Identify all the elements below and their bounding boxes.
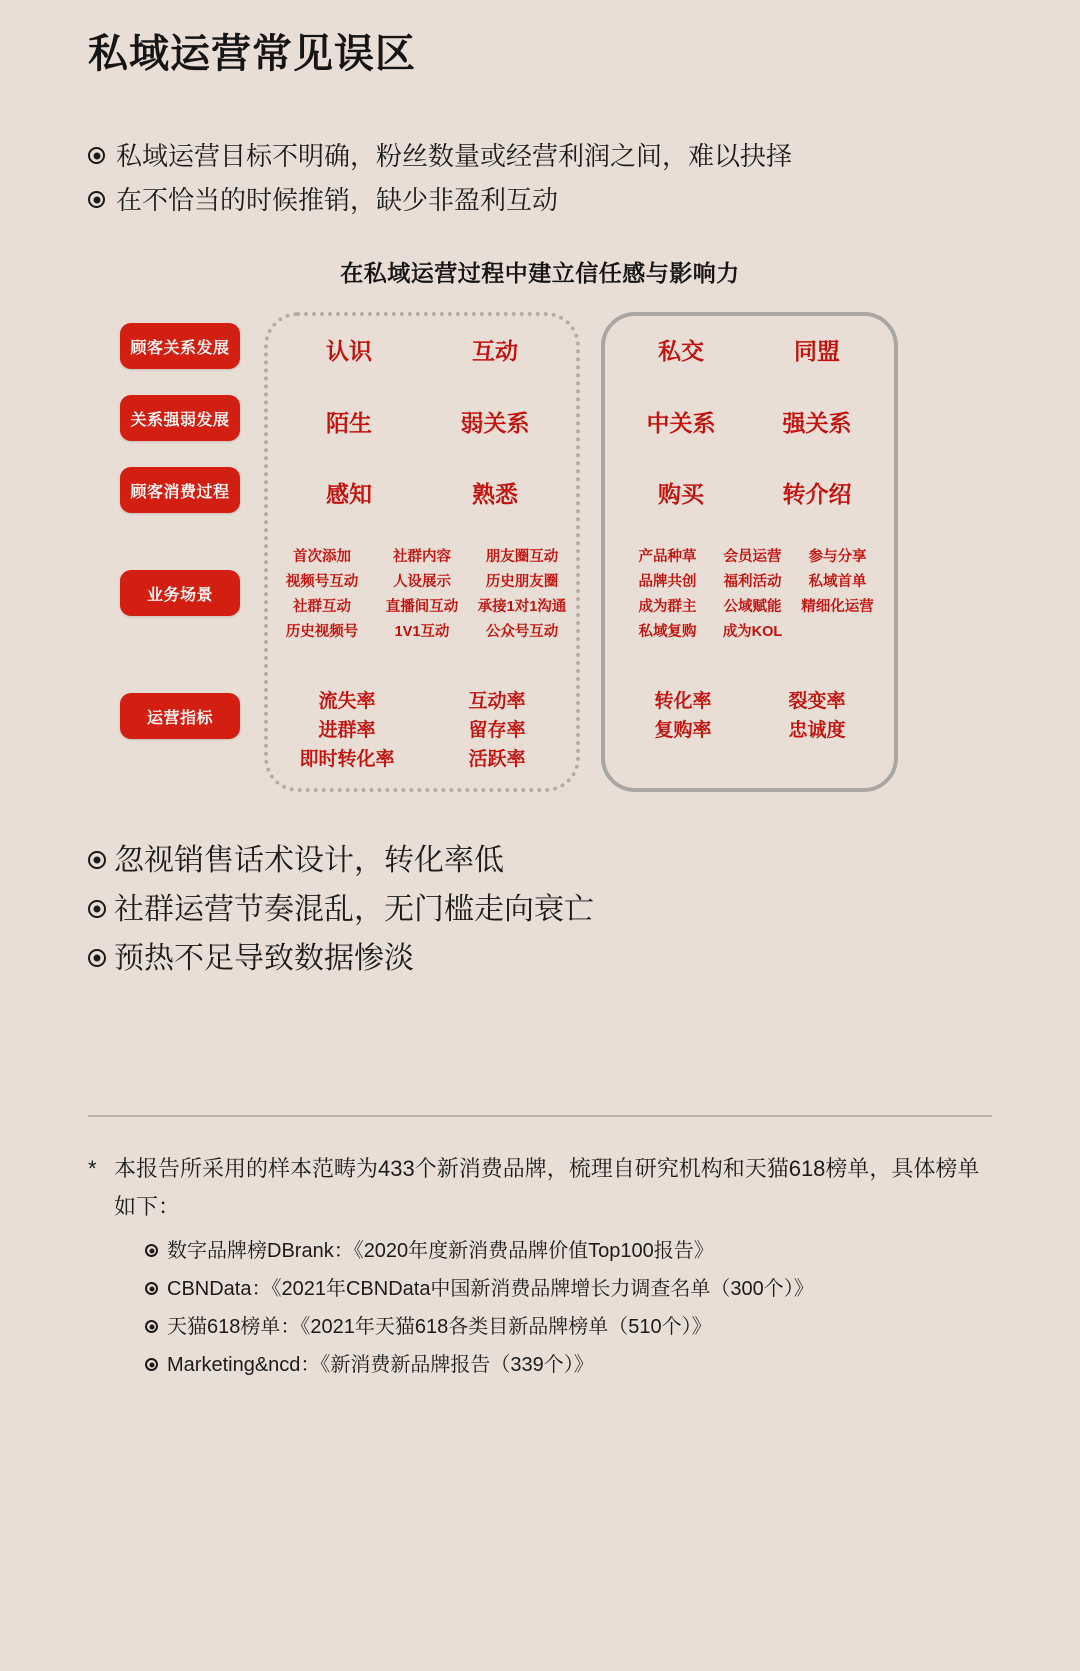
row-label-consumption-process: 顾客消费过程 — [120, 467, 240, 513]
row-label-business-scenario: 业务场景 — [120, 570, 240, 616]
bullet-dot-icon — [145, 1282, 158, 1295]
bullet-dot-icon — [145, 1244, 158, 1257]
right-stage-row-3: 购买 转介绍 — [658, 481, 852, 507]
metric-row: 进群率 留存率 — [318, 720, 526, 741]
metric-row: 转化率 裂变率 — [654, 691, 846, 712]
row-label-operation-metrics: 运营指标 — [120, 693, 240, 739]
diagram-title: 在私域运营过程中建立信任感与影响力 — [340, 260, 740, 286]
scenario-row: 私域复购 成为KOL — [638, 624, 783, 640]
left-stage-row-1: 认识 互动 — [326, 338, 518, 364]
metric-row: 即时转化率 活跃率 — [299, 749, 526, 770]
list-item — [145, 1232, 998, 1270]
footnote-main — [88, 1150, 998, 1226]
footnote-block — [88, 1150, 998, 1384]
page-title: 私域运营常见误区 — [88, 32, 416, 76]
bullet-dot-icon — [88, 949, 106, 967]
footnote-source-list — [88, 1232, 998, 1384]
scenario-row: 首次添加 社群内容 朋友圈互动 — [293, 549, 559, 565]
bullet-dot-icon — [145, 1358, 158, 1371]
right-stage-row-1: 私交 同盟 — [658, 338, 840, 364]
list-item — [145, 1346, 998, 1384]
source-text: 数字品牌榜DBrank：《2020年度新消费品牌价值Top100报告》 — [167, 1240, 714, 1262]
list-item — [88, 836, 988, 885]
metric-row: 流失率 互动率 — [318, 691, 526, 712]
bullet-dot-icon — [88, 147, 105, 164]
scenario-row: 成为群主 公域赋能 精细化运营 — [638, 599, 874, 615]
bullet-text: 社群运营节奏混乱，无门槛走向衰亡 — [114, 893, 594, 926]
list-item — [145, 1270, 998, 1308]
row-label-customer-relationship: 顾客关系发展 — [120, 323, 240, 369]
list-item — [88, 885, 988, 934]
top-bullet-list — [88, 134, 988, 222]
trust-building-diagram — [0, 255, 1080, 815]
row-label-relationship-strength: 关系强弱发展 — [120, 395, 240, 441]
list-item — [88, 178, 988, 222]
right-stage-row-2: 中关系 强关系 — [646, 410, 852, 436]
right-metrics — [616, 687, 884, 745]
scenario-row: 视频号互动 人设展示 历史朋友圈 — [285, 574, 559, 590]
bullet-text: 在不恰当的时候推销，缺少非盈利互动 — [116, 185, 559, 215]
scenario-row: 品牌共创 福利活动 私域首单 — [638, 574, 867, 590]
source-text: Marketing&ncd：《新消费新品牌报告（339个）》 — [167, 1354, 594, 1376]
left-scenario-grid — [272, 545, 572, 645]
footer-divider — [88, 1115, 992, 1117]
list-item — [145, 1308, 998, 1346]
left-metrics — [272, 687, 572, 774]
footnote-marker: * — [88, 1156, 97, 1181]
metric-row: 复购率 忠诚度 — [654, 720, 846, 741]
scenario-row: 社群互动 直播间互动 承接1对1沟通 — [293, 599, 567, 615]
footnote-text: 本报告所采用的样本范畴为433个新消费品牌，梳理自研究机构和天猫618榜单，具体榜单如下： — [114, 1156, 980, 1219]
bullet-dot-icon — [145, 1320, 158, 1333]
bullet-dot-icon — [88, 900, 106, 918]
bullet-text: 私域运营目标不明确，粉丝数量或经营利润之间，难以抉择 — [116, 141, 793, 171]
source-text: 天猫618榜单：《2021年天猫618各类目新品牌榜单（510个）》 — [167, 1316, 712, 1338]
right-scenario-grid — [625, 545, 880, 645]
list-item — [88, 134, 988, 178]
bullet-text: 预热不足导致数据惨淡 — [114, 942, 414, 975]
scenario-row: 历史视频号 1V1互动 公众号互动 — [285, 624, 559, 640]
list-item — [88, 934, 988, 983]
bullet-dot-icon — [88, 851, 106, 869]
scenario-row: 产品种草 会员运营 参与分享 — [638, 549, 867, 565]
lower-bullet-list — [88, 836, 988, 983]
bullet-text: 忽视销售话术设计，转化率低 — [114, 844, 504, 877]
left-stage-row-3: 感知 熟悉 — [326, 481, 518, 507]
left-stage-row-2: 陌生 弱关系 — [326, 410, 530, 436]
source-text: CBNData：《2021年CBNData中国新消费品牌增长力调查名单（300个）》 — [167, 1278, 814, 1300]
bullet-dot-icon — [88, 191, 105, 208]
